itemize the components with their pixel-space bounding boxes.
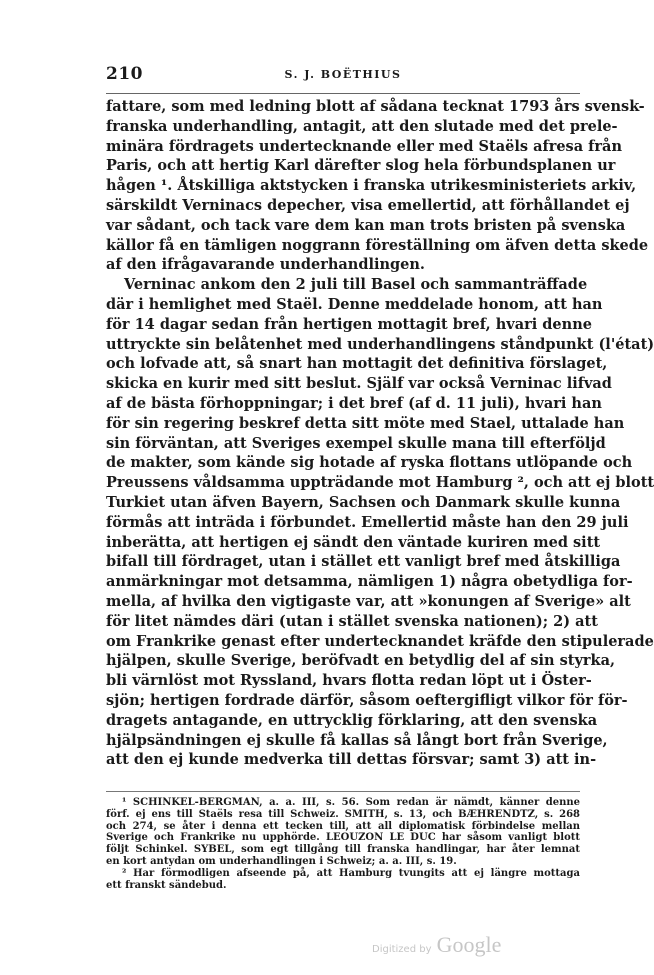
- header-rule: [106, 93, 580, 94]
- body-line: bifall till fördraget, utan i stället ett vanligt bref med åtskilliga: [106, 553, 621, 571]
- body-line: anmärkningar mot detsamma, nämligen 1) några obetydliga for-: [106, 573, 633, 591]
- watermark-digitized: Digitized by: [372, 944, 432, 955]
- footnote-line: ett franskt sändebud.: [106, 879, 227, 891]
- google-logo: Google: [436, 932, 502, 957]
- body-line: hjälpsändningen ej skulle få kallas så långt bort från Sverige,: [106, 731, 608, 749]
- body-line: för litet nämdes däri (utan i stället svenska nationen); 2) att: [106, 612, 598, 630]
- body-line: Paris, och att hertig Karl därefter slog hela förbundsplanen ur: [106, 157, 616, 175]
- footnote-line: och 274, se åter i denna ett tecken till, att all diplomatisk förbindelse mellan: [106, 820, 580, 832]
- footnote-line: ² Har förmodligen afseende på, att Hamburg tvungits att ej längre mottaga: [122, 867, 580, 879]
- body-line: hågen ¹. Åtskilliga aktstycken i franska utrikesministeriets arkiv,: [106, 177, 637, 195]
- body-line: fattare, som med ledning blott af sådana tecknat 1793 års svensk-: [106, 98, 645, 115]
- body-line: för 14 dagar sedan från hertigen mottagit bref, hvari denne: [106, 315, 592, 333]
- body-line: inberätta, att hertigen ej sändt den väntade kuriren med sitt: [106, 533, 601, 551]
- footnote-line: ¹ SCHINKEL-BERGMAN, a. a. III, s. 56. Som redan är nämdt, känner denne: [122, 797, 580, 808]
- footnote-line: Sverige och Frankrike nu upphörde. LEOUZON LE DUC har såsom vanligt blott: [106, 832, 580, 844]
- body-line: bli värnlöst mot Ryssland, hvars flotta redan löpt ut i Öster-: [106, 672, 592, 690]
- body-line: för sin regering beskref detta sitt möte med Stael, uttalade han: [106, 414, 625, 432]
- body-line: särskildt Verninacs depecher, visa emellertid, att förhållandet ej: [106, 196, 630, 214]
- body-line: källor få en tämligen noggrann föreställning om äfven detta skede: [106, 236, 649, 254]
- body-line: om Frankrike genast efter undertecknandet kräfde den stipulerade: [106, 632, 654, 650]
- footnote-line: en kort antydan om underhandlingen i Schweiz; a. a. III, s. 19.: [106, 855, 457, 867]
- footnote-rule: [106, 791, 580, 792]
- body-line: hjälpen, skulle Sverige, beröfvadt en betydlig del af sin styrka,: [106, 652, 616, 670]
- body-line: franska underhandling, antagit, att den slutade med det prele-: [106, 117, 618, 135]
- body-line: Preussens våldsamma uppträdande mot Hamburg ², och att ej blott: [106, 474, 654, 492]
- page-header: [106, 64, 580, 86]
- body-line: Verninac ankom den 2 juli till Basel och sammanträffade: [124, 276, 588, 294]
- footnote-line: förf. ej ens till Staëls resa till Schweiz. SMITH, s. 13, och BÆHRENDTZ, s. 268: [106, 808, 580, 820]
- body-line: att den ej kunde medverka till dettas försvar; samt 3) att in-: [106, 751, 597, 769]
- page-number: 210: [106, 64, 143, 84]
- body-line: af den ifrågavarande underhandlingen.: [106, 256, 425, 274]
- body-line: dragets antagande, en uttrycklig förklaring, att den svenska: [106, 711, 598, 729]
- body-line: mella, af hvilka den vigtigaste var, att »konungen af Sverige» alt: [106, 592, 631, 610]
- body-text: [106, 97, 654, 770]
- running-head: S. J. BOËTHIUS: [284, 68, 402, 81]
- body-line: sjön; hertigen fordrade därför, såsom oeftergifligt vilkor för för-: [106, 691, 628, 709]
- body-line: de makter, som kände sig hotade af ryska flottans utlöpande och: [106, 454, 633, 472]
- body-line: var sådant, och tack vare dem kan man trots bristen på svenska: [106, 216, 626, 234]
- body-line: där i hemlighet med Staël. Denne meddelade honom, att han: [106, 295, 603, 313]
- body-line: af de bästa förhoppningar; i det bref (af d. 11 juli), hvari han: [106, 394, 602, 412]
- body-line: Turkiet utan äfven Bayern, Sachsen och Danmark skulle kunna: [106, 493, 621, 511]
- body-line: uttryckte sin belåtenhet med underhandlingens ståndpunkt (l'état): [106, 335, 654, 353]
- body-line: förmås att inträda i förbundet. Emellertid måste han den 29 juli: [106, 513, 629, 531]
- body-line: minära fördragets undertecknande eller med Staëls afresa från: [106, 137, 622, 155]
- google-watermark: [372, 932, 501, 958]
- footnote-line: följt Schinkel. SYBEL, som egt tillgång till franska handlingar, har åter lemnat: [106, 844, 580, 856]
- body-line: skicka en kurir med sitt beslut. Själf var också Verninac lifvad: [106, 375, 612, 393]
- body-line: sin förväntan, att Sveriges exempel skulle mana till efterföljd: [106, 434, 606, 452]
- footnotes: [106, 797, 580, 891]
- body-line: och lofvade att, så snart han mottagit det definitiva förslaget,: [106, 355, 608, 373]
